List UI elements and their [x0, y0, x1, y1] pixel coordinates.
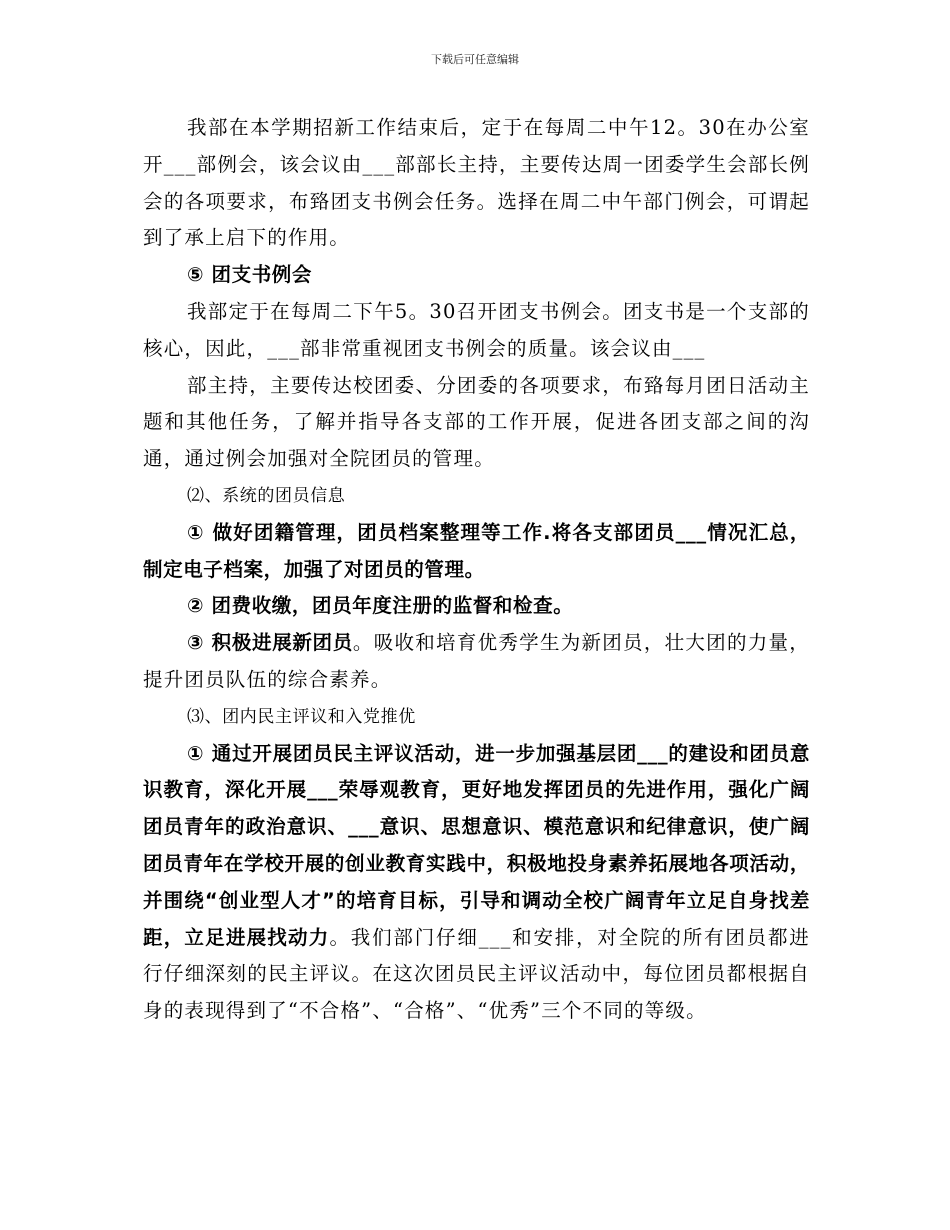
page-header: 下载后可任意编辑: [431, 53, 519, 66]
bold-lead-democratic-review: ① 通过开展团员民主评议活动，进一步加强基层团___的建设和团员意识教育，深化开展___荣辱观教育，更好地发挥团员的先进作用，强化广阔团员青年的政治意识、___意识、思想意识、模范意识和纪律意识，使广阔团员青年在学校开展的创业教育实践中，积极地投身素养拓展地各项活动，并围绕“创业型人才”的培育目标，引导和调动全校广阔青年立足自身找差距，立足进展找动力: [143, 741, 810, 949]
document-body: [143, 110, 810, 1030]
subheading-democratic-review: ⑶、团内民主评议和入党推优: [187, 706, 416, 727]
bold-item-membership-management: ① 做好团籍管理，团员档案整理等工作.将各支部团员___情况汇总，制定电子档案，加强了对团员的管理。: [143, 520, 810, 581]
paragraph-new-members: [143, 625, 810, 699]
text-new-members-rest: 。吸收和培育优秀学生为新团员，壮大团的力量，提升团员队伍的综合素养。: [143, 631, 810, 691]
paragraph-league-secretary-schedule: 我部定于在每周二下午5。30召开团支书例会。团支书是一个支部的核心，因此，___部非常重视团支书例会的质量。该会议由___: [143, 299, 810, 360]
paragraph-department-meeting: 我部在本学期招新工作结束后，定于在每周二中午12。30在办公室开___部例会，该会议由___部部长主持，主要传达周一团委学生会部长例会的各项要求，布臵团支书例会任务。选择在周二中午部门例会，可谓起到了承上启下的作用。: [143, 116, 810, 250]
paragraph-league-secretary-duties: 部主持，主要传达校团委、分团委的各项要求，布臵每月团日活动主题和其他任务，了解并指导各支部的工作开展，促进各团支部之间的沟通，通过例会加强对全院团员的管理。: [143, 373, 810, 471]
text-democratic-review-rest: 。我们部门仔细___和安排，对全院的所有团员都进行仔细深刻的民主评议。在这次团员民主评议活动中，每位团员都根据自身的表现得到了“不合格”、“合格”、“优秀”三个不同的等级。: [143, 925, 810, 1023]
heading-league-secretary-meeting: ⑤ 团支书例会: [187, 263, 312, 287]
subheading-member-info-system: ⑵、系统的团员信息: [187, 485, 346, 506]
bold-item-dues-collection: ② 团费收缴，团员年度注册的监督和检查。: [187, 594, 574, 618]
bold-lead-new-members: ③ 积极进展新团员: [187, 631, 353, 655]
paragraph-democratic-review: [143, 736, 810, 1030]
